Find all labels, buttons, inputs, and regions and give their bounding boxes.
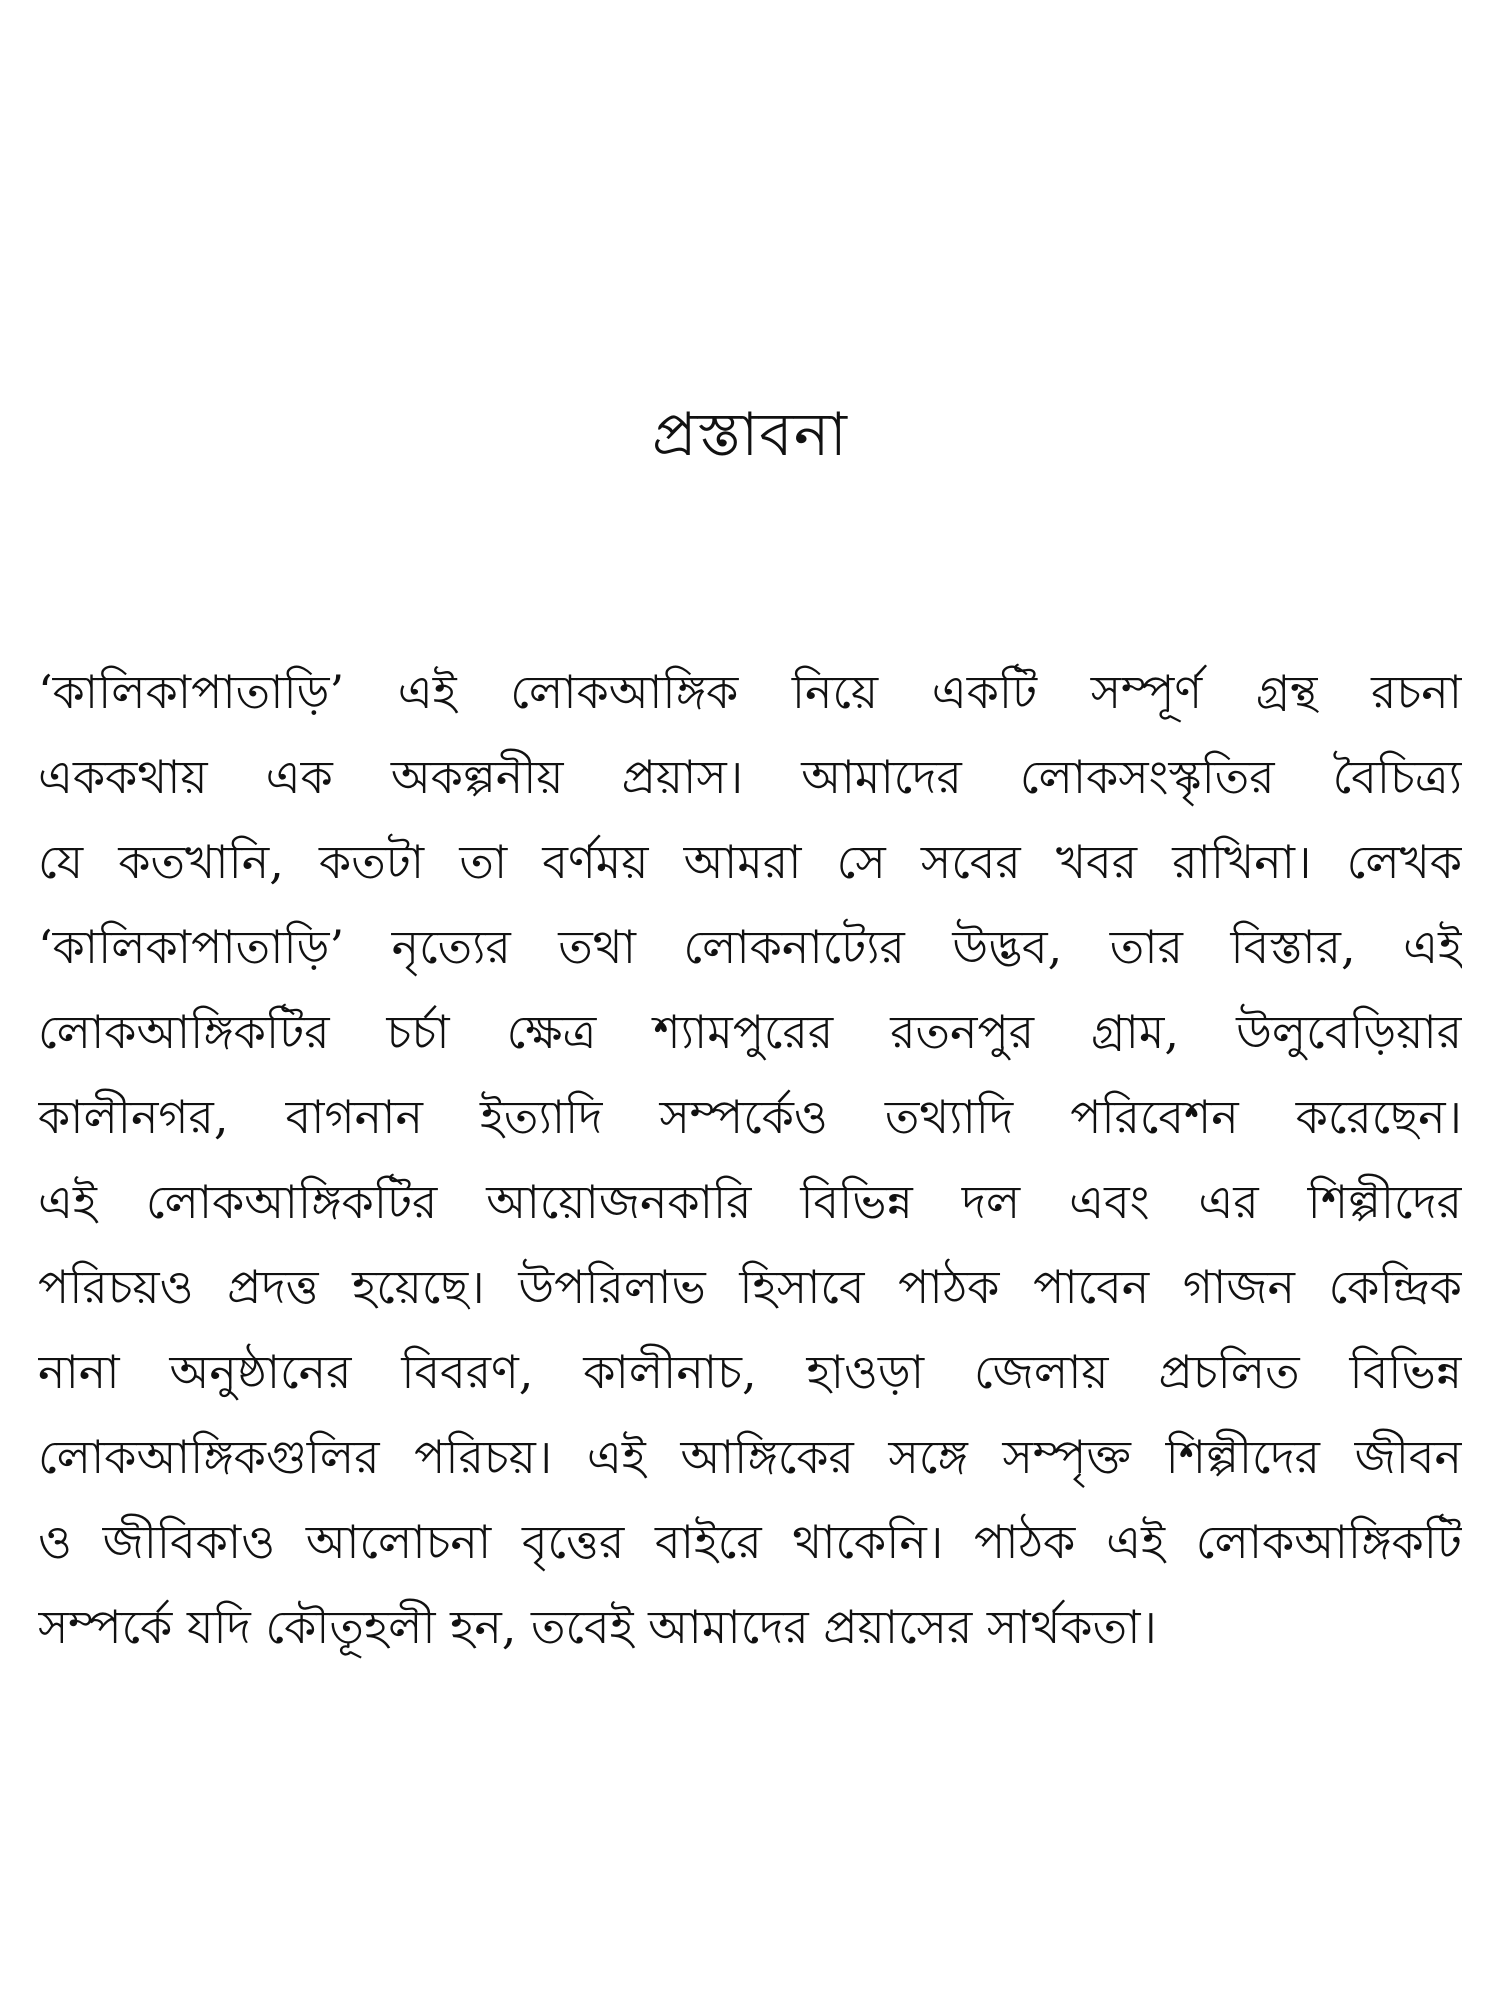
page-title: প্রস্তাবনা <box>652 400 848 470</box>
paragraph-line: লোকআঙ্গিকটির চর্চা ক্ষেত্র শ্যামপুরের রতনপুর গ্রাম, উলুবেড়িয়ার <box>38 1005 1462 1059</box>
paragraph-line: এককথায় এক অকল্পনীয় প্রয়াস। আমাদের লোকসংস্কৃতির বৈচিত্র্য <box>38 750 1462 804</box>
paragraph-line: কালীনগর, বাগনান ইত্যাদি সম্পর্কেও তথ্যাদি পরিবেশন করেছেন। <box>38 1090 1462 1144</box>
paragraph-line: নানা অনুষ্ঠানের বিবরণ, কালীনাচ, হাওড়া জেলায় প্রচলিত বিভিন্ন <box>38 1345 1462 1399</box>
paragraph-line: এই লোকআঙ্গিকটির আয়োজনকারি বিভিন্ন দল এবং এর শিল্পীদের <box>38 1175 1462 1229</box>
paragraph-line: যে কতখানি, কতটা তা বর্ণময় আমরা সে সবের খবর রাখিনা। লেখক <box>38 835 1462 889</box>
paragraph-line: লোকআঙ্গিকগুলির পরিচয়। এই আঙ্গিকের সঙ্গে সম্পৃক্ত শিল্পীদের জীবন <box>38 1430 1462 1484</box>
paragraph-line: পরিচয়ও প্রদত্ত হয়েছে। উপরিলাভ হিসাবে পাঠক পাবেন গাজন কেন্দ্রিক <box>38 1260 1462 1314</box>
preface-paragraph <box>38 650 1462 1670</box>
paragraph-line: ও জীবিকাও আলোচনা বৃত্তের বাইরে থাকেনি। পাঠক এই লোকআঙ্গিকটি <box>38 1515 1462 1569</box>
paragraph-line: ‘কালিকাপাতাড়ি’ নৃত্যের তথা লোকনাট্যের উদ্ভব, তার বিস্তার, এই <box>38 920 1462 974</box>
paragraph-line: ‘কালিকাপাতাড়ি’ এই লোকআঙ্গিক নিয়ে একটি সম্পূর্ণ গ্রন্থ রচনা <box>38 665 1462 719</box>
paragraph-line: সম্পর্কে যদি কৌতূহলী হন, তবেই আমাদের প্রয়াসের সার্থকতা। <box>38 1600 1157 1654</box>
